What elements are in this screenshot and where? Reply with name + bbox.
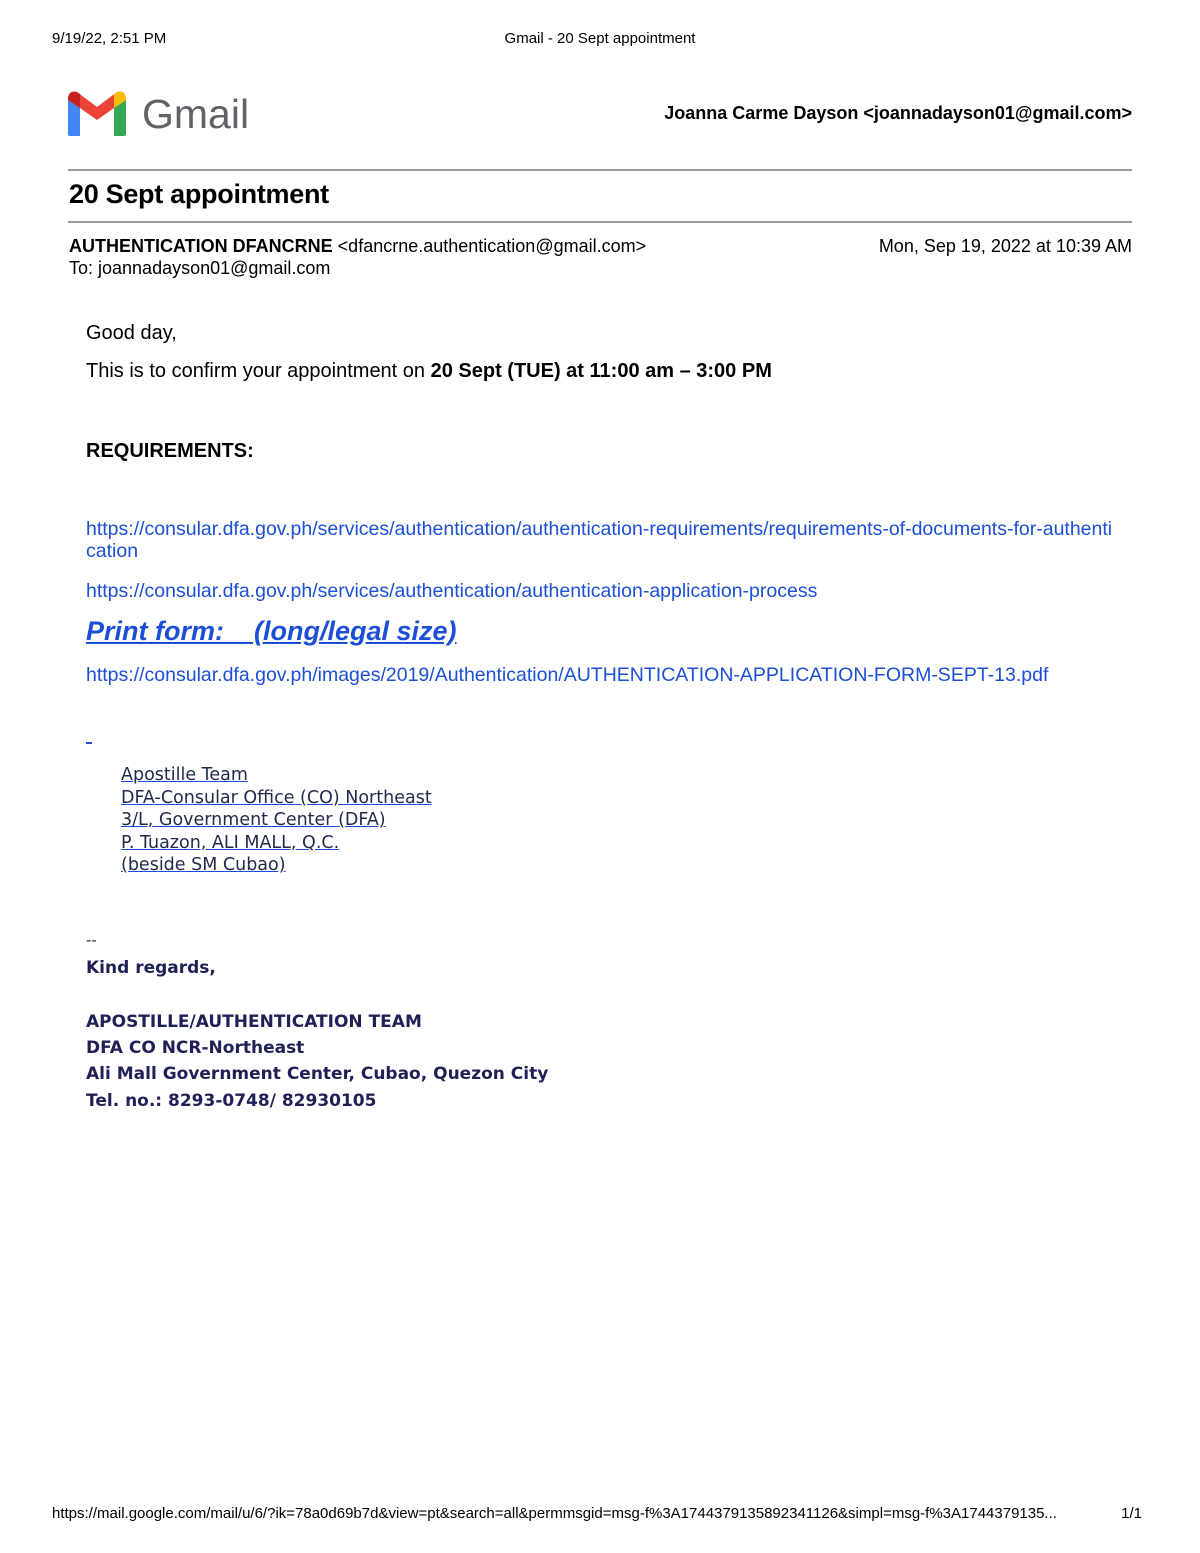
gmail-wordmark: Gmail xyxy=(142,91,250,137)
application-process-link[interactable]: https://consular.dfa.gov.ph/services/authentication/authentication-application-process xyxy=(86,580,818,602)
print-footer-url: https://mail.google.com/mail/u/6/?ik=78a0d69b7d&view=pt&search=all&permmsgid=msg-f%3A1744379135892341126&simpl=msg-f%3A1744379135... xyxy=(52,1505,1057,1522)
address-line[interactable]: DFA-Consular Office (CO) Northeast xyxy=(121,787,432,808)
address-line[interactable]: (beside SM Cubao) xyxy=(121,855,286,876)
print-header xyxy=(52,30,1148,50)
office-address xyxy=(121,764,432,877)
page-number: 1/1 xyxy=(1121,1505,1142,1522)
address-line[interactable]: P. Tuazon, ALI MALL, Q.C. xyxy=(121,832,340,853)
header-row xyxy=(68,88,1132,138)
address-line[interactable]: 3/L, Government Center (DFA) xyxy=(121,810,386,831)
divider-top xyxy=(68,169,1132,171)
application-form-link[interactable]: https://consular.dfa.gov.ph/images/2019/Authentication/AUTHENTICATION-APPLICATION-FORM-SEPT-13.pdf xyxy=(86,664,1049,686)
from-line xyxy=(69,235,1132,257)
signature-tel: Tel. no.: 8293-0748/ 82930105 xyxy=(86,1091,377,1111)
requirements-link[interactable]: https://consular.dfa.gov.ph/services/authentication/authentication-requirements/requirements-of-documents-for-authentication xyxy=(86,518,1113,562)
print-page-title: Gmail - 20 Sept appointment xyxy=(504,30,696,47)
greeting: Good day, xyxy=(86,322,177,344)
message-date: Mon, Sep 19, 2022 at 10:39 AM xyxy=(878,236,1132,256)
signature-separator: -- xyxy=(86,932,97,949)
print-form-link[interactable]: Print form: (long/legal size) xyxy=(86,616,457,646)
divider-subject xyxy=(68,221,1132,223)
message-meta xyxy=(69,235,1132,279)
signature-address: Ali Mall Government Center, Cubao, Quezon City xyxy=(86,1064,549,1084)
message-subject: 20 Sept appointment xyxy=(69,179,329,209)
sender-email: <dfancrne.authentication@gmail.com> xyxy=(337,236,647,256)
signature-regards: Kind regards, xyxy=(86,958,216,978)
signature-office: DFA CO NCR-Northeast xyxy=(86,1038,305,1058)
link-fragment[interactable] xyxy=(86,742,92,744)
print-footer xyxy=(52,1505,1148,1525)
signature-team: APOSTILLE/AUTHENTICATION TEAM xyxy=(86,1012,422,1032)
appointment-confirmation xyxy=(86,360,772,383)
confirm-text: This is to confirm your appointment on xyxy=(86,360,431,382)
print-datetime: 9/19/22, 2:51 PM xyxy=(52,30,167,47)
requirements-heading: REQUIREMENTS: xyxy=(86,440,254,462)
recipient-line: To: joannadayson01@gmail.com xyxy=(69,258,331,278)
account-label: Joanna Carme Dayson <joannadayson01@gmail.com> xyxy=(664,103,1132,123)
address-line[interactable]: Apostille Team xyxy=(121,765,248,785)
sender-name: AUTHENTICATION DFANCRNE xyxy=(69,236,333,256)
appointment-time: 20 Sept (TUE) at 11:00 am – 3:00 PM xyxy=(430,360,772,382)
gmail-logo-icon xyxy=(68,88,258,138)
